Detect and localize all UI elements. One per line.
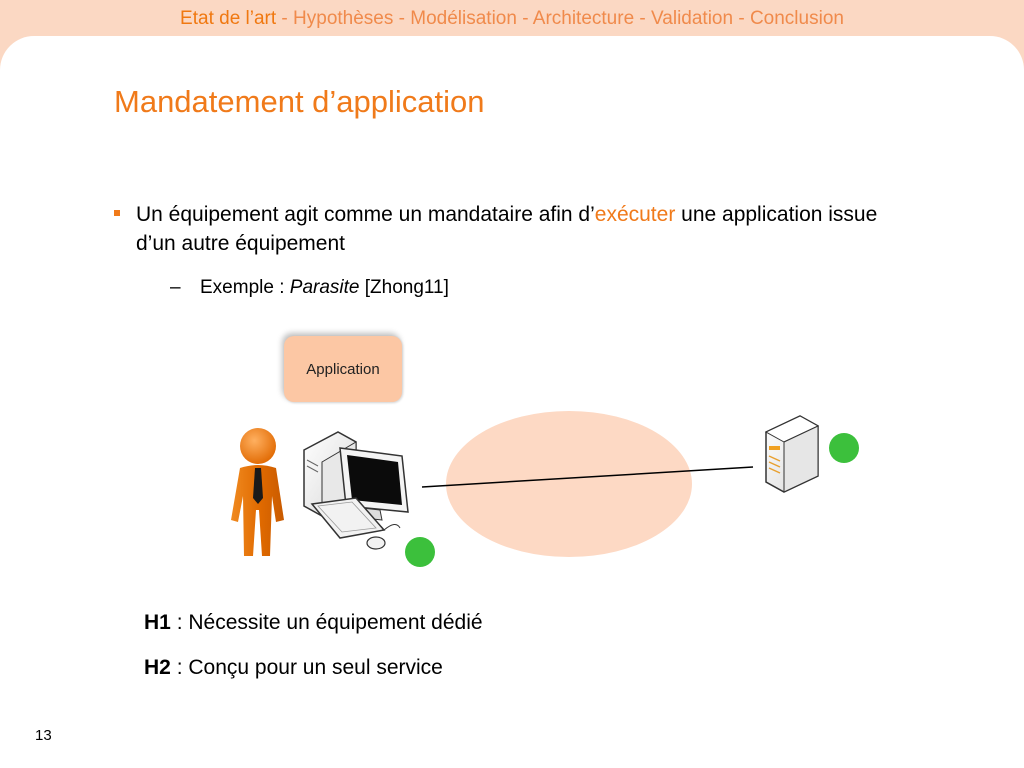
- slide-title: Mandatement d’application: [114, 84, 485, 119]
- page-number: 13: [35, 727, 52, 744]
- hypothesis-text: : Nécessite un équipement dédié: [170, 611, 483, 634]
- breadcrumb-rest: - Hypothèses - Modélisation - Architecture - Validation - Conclusion: [276, 8, 844, 29]
- hypothesis-h1: [144, 611, 483, 635]
- desktop-computer-icon: [304, 432, 408, 549]
- sub-bullet-suffix: [Zhong11]: [359, 277, 449, 298]
- application-label: Application: [306, 360, 380, 378]
- breadcrumb-current: Etat de l’art: [180, 8, 277, 29]
- sub-bullet-prefix: Exemple :: [200, 277, 290, 298]
- hypothesis-h2: [144, 656, 443, 680]
- application-box: [284, 336, 402, 402]
- bullet-text-before: Un équipement agit comme un mandataire afin d’: [136, 203, 595, 226]
- status-dot-icon: [829, 433, 859, 463]
- hypothesis-text: : Conçu pour un seul service: [170, 656, 443, 679]
- sub-bullet-italic: Parasite: [289, 277, 360, 298]
- sub-bullet-dash: –: [170, 277, 181, 298]
- hypothesis-code: H1: [144, 611, 171, 634]
- status-dot-icon: [405, 537, 435, 567]
- server-icon: [766, 416, 818, 492]
- person-icon: [231, 428, 284, 556]
- bullet-text-after: une application issue d’un autre équipement: [136, 203, 878, 255]
- hypothesis-code: H2: [144, 656, 171, 679]
- bullet-highlight: exécuter: [594, 203, 676, 226]
